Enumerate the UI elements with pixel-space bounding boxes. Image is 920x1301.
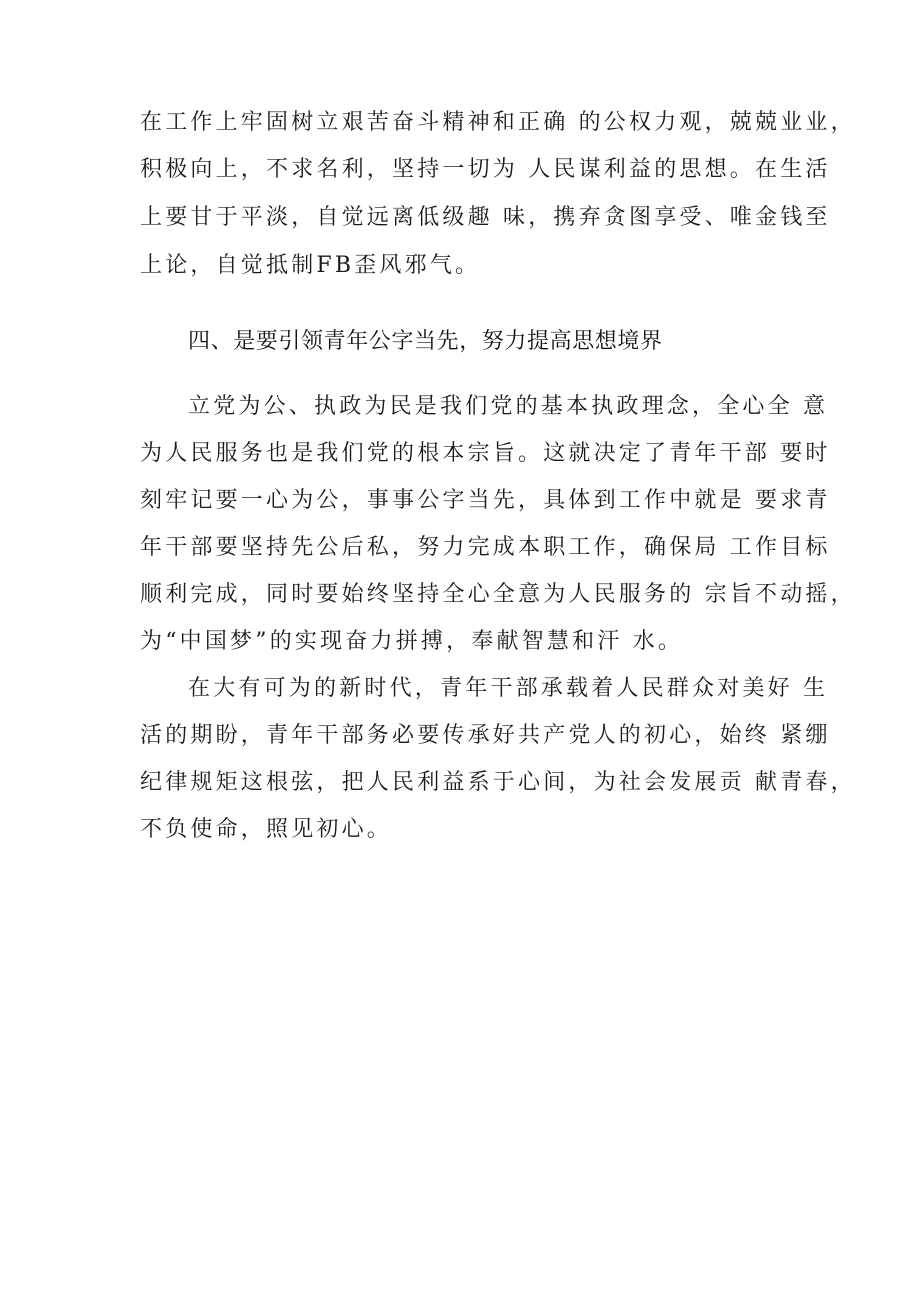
paragraph-1-line-2: 积极向上，不求名利，坚持一切为 人民谋利益的思想。在生活: [140, 157, 831, 182]
paragraph-1-line-4: 上论，自觉抵制FB歪风邪气。: [140, 253, 481, 278]
paragraph-3-line-1: 在大有可为的新时代，青年干部承载着人民群众对美好 生: [188, 676, 829, 701]
paragraph-2-line-2: 为人民服务也是我们党的根本宗旨。这就决定了青年干部 要时: [140, 441, 831, 466]
paragraph-2-line-6: 为“中国梦”的实现奋力拼搏，奉献智慧和汗 水。: [140, 629, 684, 654]
paragraph-1-line-3: 上要甘于平淡，自觉远离低级趣 味，携弃贪图享受、唯金钱至: [140, 205, 831, 230]
paragraph-3-line-2: 活的期盼，青年干部务必要传承好共产党人的初心，始终 紧绷: [140, 723, 831, 748]
paragraph-2-line-4: 年干部要坚持先公后私，努力完成本职工作，确保局 工作目标: [140, 535, 831, 560]
paragraph-2-line-3: 刻牢记要一心为公，事事公字当先，具体到工作中就是 要求青: [140, 488, 831, 513]
paragraph-3-line-3: 纪律规矩这根弦，把人民利益系于心间，为社会发展贡 献青春，: [140, 770, 856, 795]
paragraph-3-line-4: 不负使命，照见初心。: [140, 817, 393, 842]
paragraph-1-line-1: 在工作上牢固树立艰苦奋斗精神和正确 的公权力观，兢兢业业，: [140, 110, 856, 135]
paragraph-2-line-5: 顺利完成，同时要始终坚持全心全意为人民服务的 宗旨不动摇，: [140, 582, 856, 607]
section-heading: 四、是要引领青年公字当先，努力提高思想境界: [188, 329, 663, 354]
paragraph-2-line-1: 立党为公、执政为民是我们党的基本执政理念，全心全 意: [188, 394, 829, 419]
